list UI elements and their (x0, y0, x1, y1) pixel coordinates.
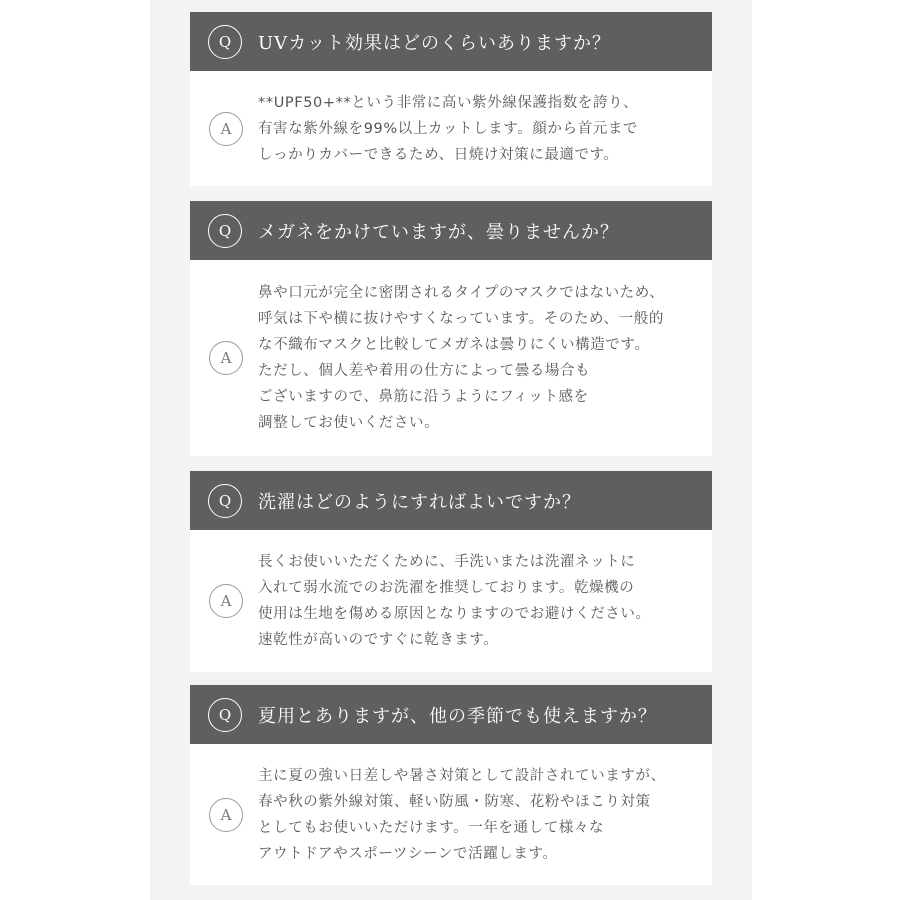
faq-answer (190, 71, 712, 186)
question-marker-icon: Q (208, 484, 242, 518)
faq-answer-text (258, 549, 651, 653)
answer-line: 呼気は下や横に抜けやすくなっています。そのため、一般的 (258, 311, 664, 327)
faq-item (190, 12, 712, 186)
faq-answer-text (258, 763, 666, 867)
question-marker-icon: Q (208, 214, 242, 248)
answer-line: ございますので、鼻筋に沿うようにフィット感を (258, 389, 589, 405)
question-marker-icon: Q (208, 25, 242, 59)
faq-answer (190, 260, 712, 456)
faq-question-bar[interactable] (190, 471, 712, 530)
answer-marker-icon: A (209, 112, 243, 146)
answer-marker-icon: A (209, 341, 243, 375)
answer-line: 使用は生地を傷める原因となりますのでお避けください。 (258, 606, 651, 622)
faq-question: メガネをかけていますが、曇りませんか？ (258, 221, 619, 243)
faq-answer-text (258, 280, 664, 436)
answer-line: としてもお使いいただけます。一年を通して様々な (258, 819, 605, 836)
faq-question: 夏用とありますが、他の季節でも使えますか？ (258, 705, 657, 727)
answer-line: 有害な紫外線を99%以上カットします。顔から首元まで (258, 120, 639, 137)
question-marker-icon: Q (208, 698, 242, 732)
answer-line: **UPF50+**という非常に高い紫外線保護指数を誇り、 (258, 94, 639, 111)
faq-answer-text (258, 90, 638, 168)
faq-item (190, 685, 712, 885)
answer-line: 速乾性が高いのですぐに乾きます。 (258, 632, 499, 648)
answer-line: 春や秋の紫外線対策、軽い防風・防寒、花粉やほこり対策 (258, 793, 651, 810)
answer-marker-icon: A (209, 798, 243, 832)
faq-question-bar[interactable] (190, 201, 712, 260)
answer-line: アウトドアやスポーツシーンで活躍します。 (258, 845, 558, 862)
faq-item (190, 471, 712, 672)
answer-line: 主に夏の強い日差しや暑さ対策として設計されていますが、 (258, 767, 666, 784)
faq-question: UVカット効果はどのくらいありますか？ (258, 32, 611, 54)
faq-question-bar[interactable] (190, 12, 712, 71)
faq-answer (190, 530, 712, 672)
answer-marker-icon: A (209, 584, 243, 618)
answer-line: しっかりカバーできるため、日焼け対策に最適です。 (258, 146, 619, 163)
answer-line: 調整してお使いください。 (258, 415, 440, 431)
faq-question: 洗濯はどのようにすればよいですか？ (258, 491, 581, 513)
answer-line: な不織布マスクと比較してメガネは曇りにくい構造です。 (258, 337, 650, 353)
faq-answer (190, 744, 712, 885)
answer-line: 長くお使いいただくために、手洗いまたは洗濯ネットに (258, 554, 636, 570)
answer-line: 鼻や口元が完全に密閉されるタイプのマスクではないため、 (258, 285, 665, 301)
answer-line: ただし、個人差や着用の仕方によって曇る場合も (258, 363, 591, 379)
answer-line: 入れて弱水流でのお洗濯を推奨しております。乾燥機の (258, 580, 635, 596)
faq-item (190, 201, 712, 456)
faq-question-bar[interactable] (190, 685, 712, 744)
